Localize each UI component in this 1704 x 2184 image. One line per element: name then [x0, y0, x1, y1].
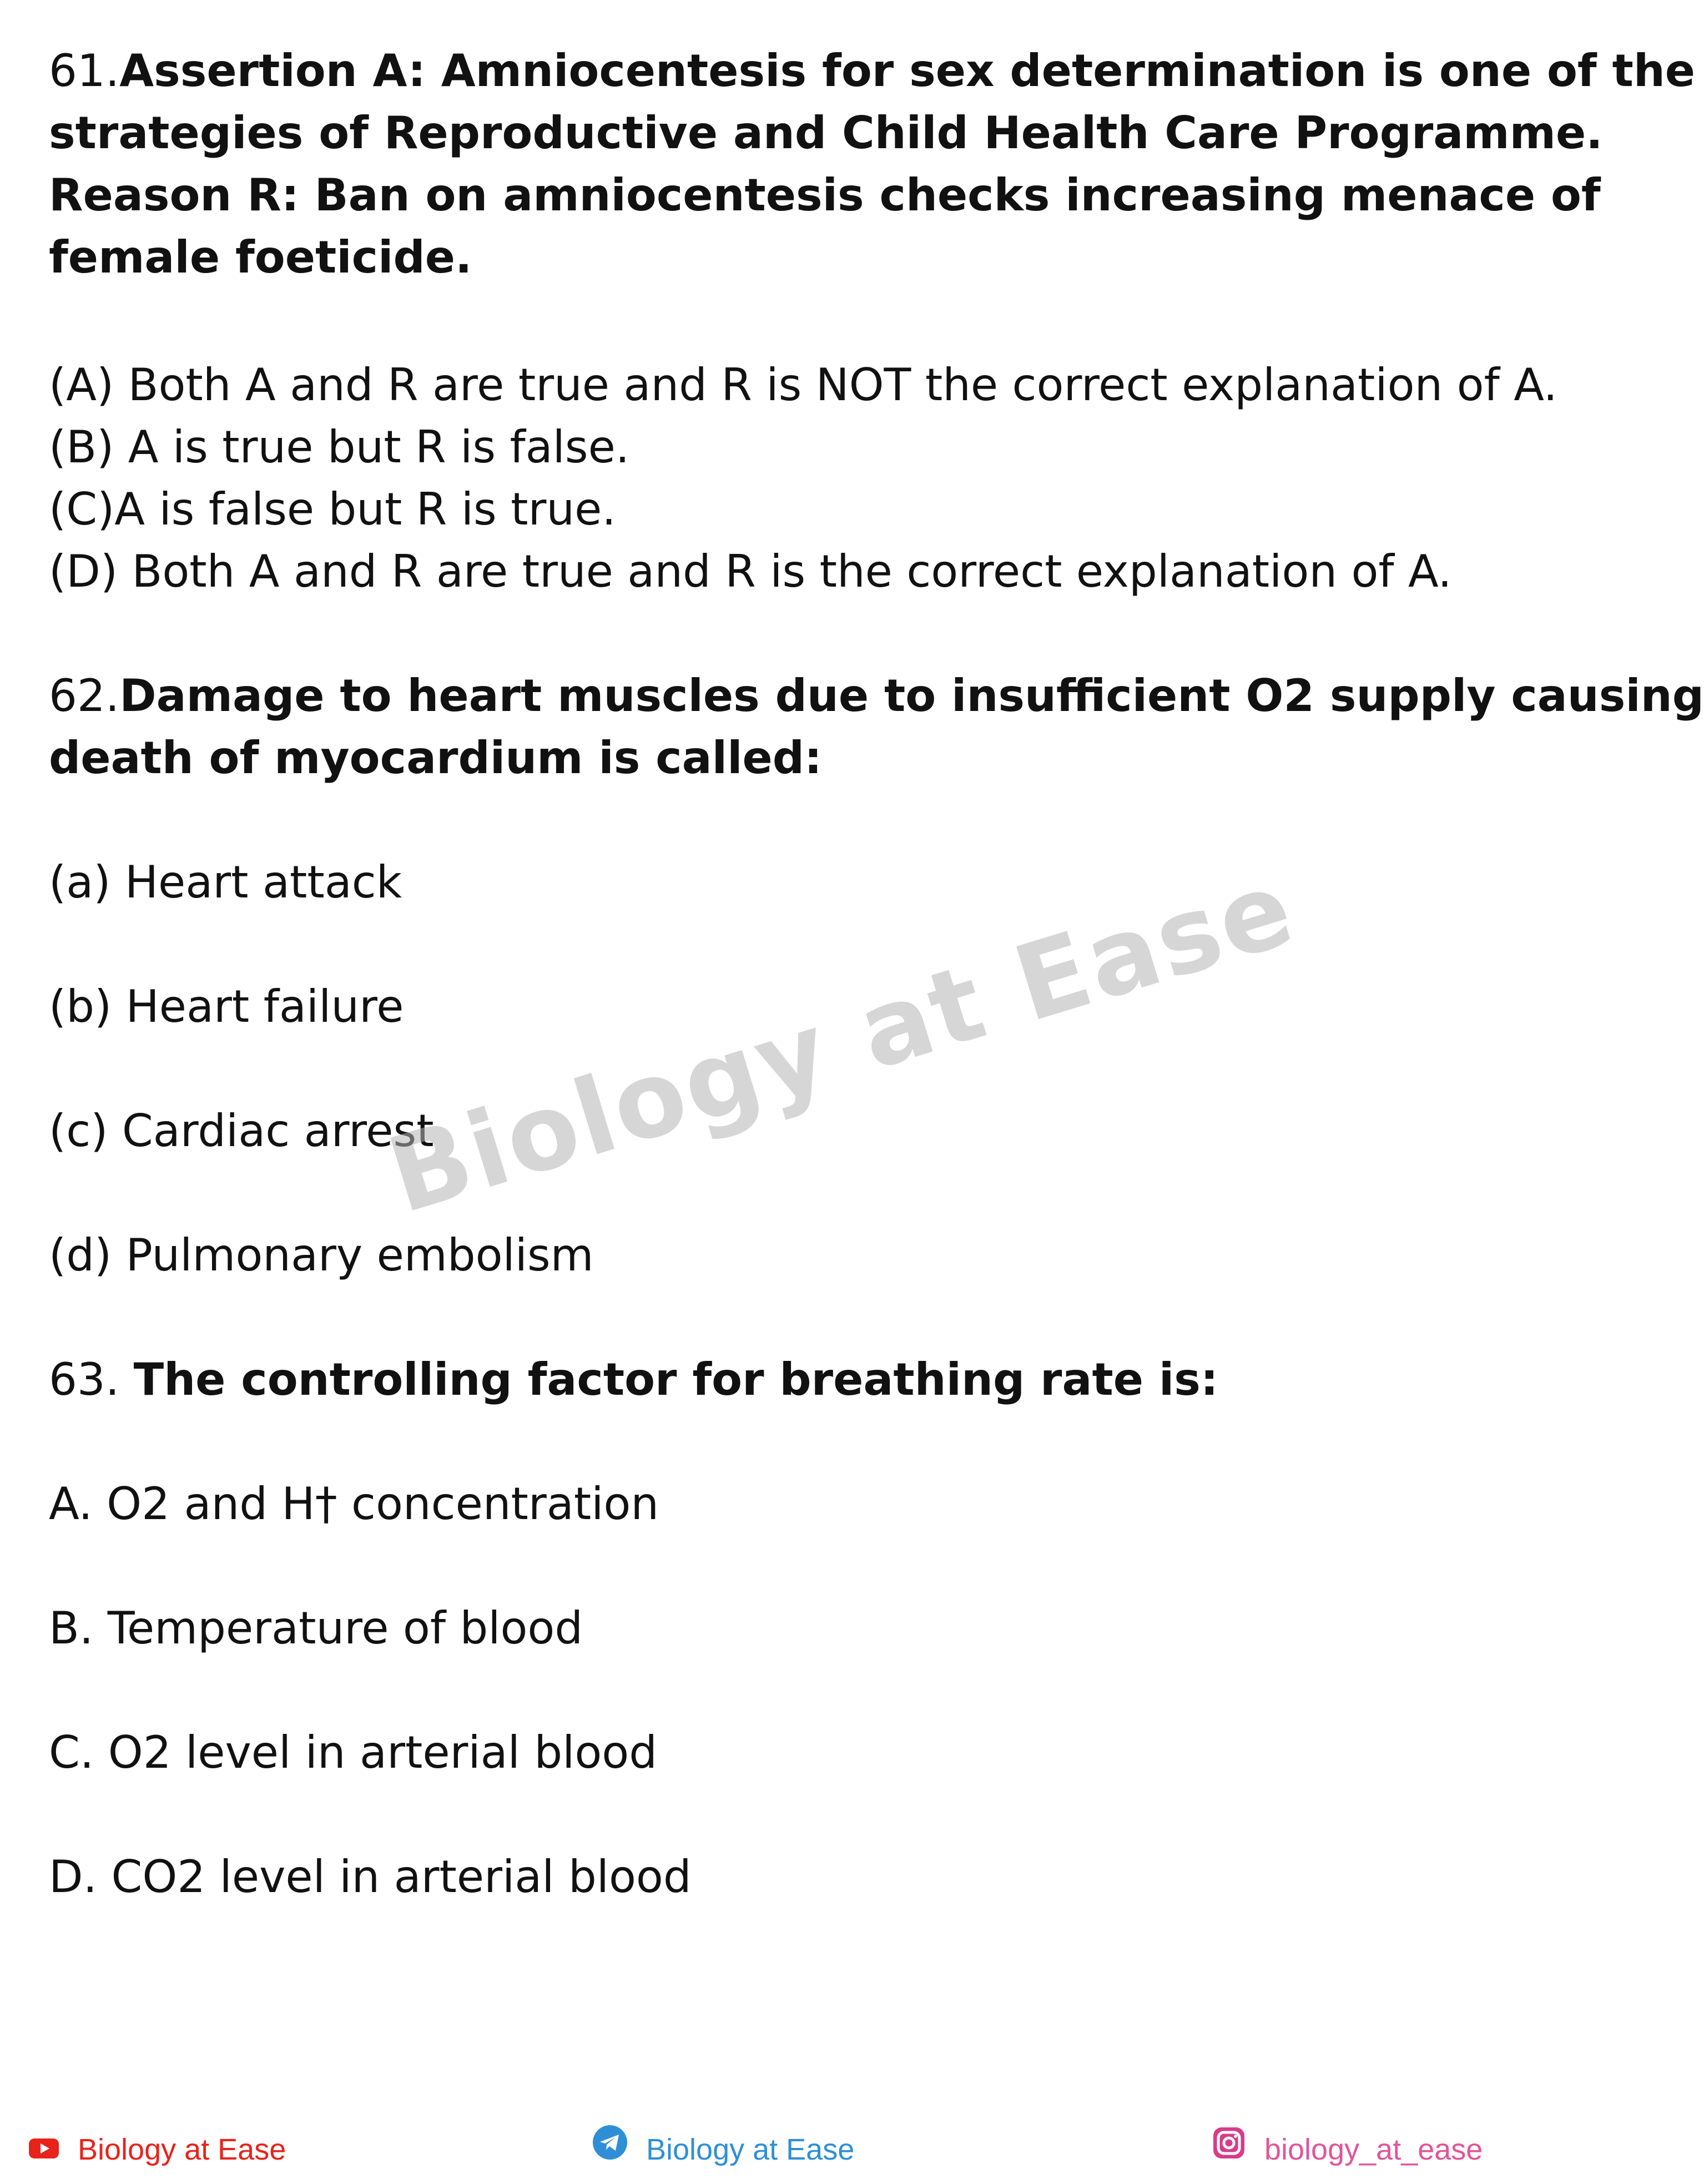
question-61	[49, 40, 1696, 603]
youtube-link[interactable]	[29, 2125, 286, 2175]
question-number: 61.	[49, 45, 120, 97]
youtube-icon	[29, 2125, 59, 2175]
question-stem-line: 62.Damage to heart muscles due to insufficient O2 supply causing	[49, 670, 1704, 722]
telegram-link[interactable]	[593, 2125, 854, 2175]
question-number: 63.	[49, 1354, 134, 1405]
instagram-link[interactable]	[1212, 2125, 1483, 2175]
answer-option: C. O2 level in arterial blood	[49, 1727, 658, 1778]
question-62	[49, 665, 1704, 1287]
answer-option: (D) Both A and R are true and R is the correct explanation of A.	[49, 546, 1452, 597]
answer-option: B. Temperature of blood	[49, 1602, 583, 1654]
answer-option: D. CO2 level in arterial blood	[49, 1851, 692, 1903]
answer-option: (B) A is true but R is false.	[49, 421, 630, 473]
question-stem-line: female foeticide.	[49, 231, 472, 283]
answer-option: (a) Heart attack	[49, 856, 402, 908]
question-stem-line: Reason R: Ban on amniocentesis checks increasing menace of	[49, 169, 1601, 221]
answer-option: A. O2 and H† concentration	[49, 1478, 659, 1530]
question-63	[49, 1349, 1503, 1908]
watermark: Biology at Ease	[375, 846, 1308, 1237]
answer-option: (A) Both A and R are true and R is NOT the correct explanation of A.	[49, 359, 1557, 411]
answer-option: (C)A is false but R is true.	[49, 483, 616, 535]
question-number: 62.	[49, 670, 120, 722]
answer-option: (c) Cardiac arrest	[49, 1105, 434, 1157]
youtube-label: Biology at Ease	[78, 2133, 286, 2166]
question-stem-line: strategies of Reproductive and Child Health Care Programme.	[49, 107, 1603, 159]
question-stem-line: death of myocardium is called:	[49, 732, 823, 784]
instagram-label: biology_at_ease	[1264, 2133, 1483, 2166]
question-stem-line: 61.Assertion A: Amniocentesis for sex determination is one of the	[49, 45, 1696, 97]
telegram-label: Biology at Ease	[646, 2133, 855, 2166]
telegram-icon	[593, 2125, 627, 2175]
answer-option: (d) Pulmonary embolism	[49, 1229, 594, 1281]
question-content	[49, 40, 1704, 1908]
footer	[0, 2125, 1542, 2175]
answer-option: (b) Heart failure	[49, 981, 404, 1032]
instagram-icon	[1212, 2125, 1246, 2175]
question-stem-line: 63. The controlling factor for breathing rate is:	[49, 1354, 1218, 1405]
